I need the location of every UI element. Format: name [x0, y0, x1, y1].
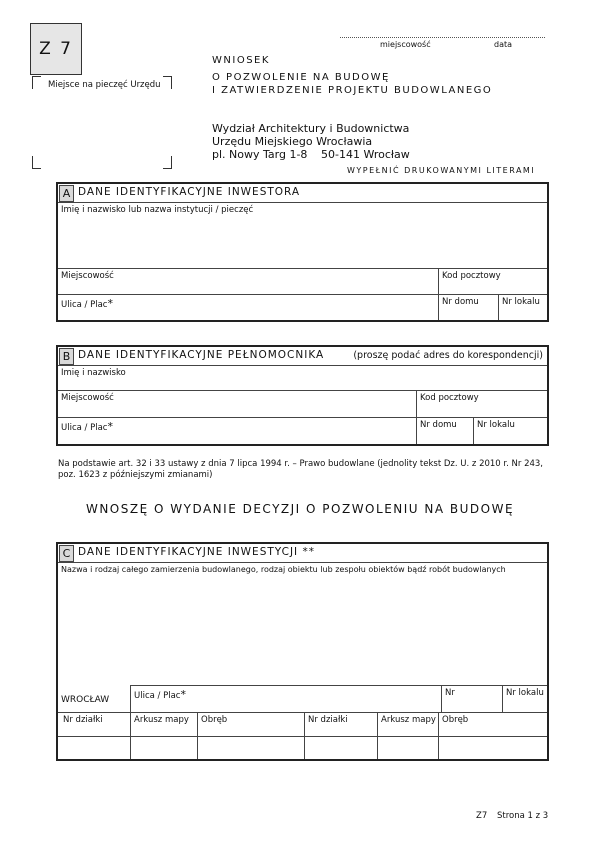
date-label: data	[494, 40, 513, 49]
investor-name-field[interactable]	[58, 214, 547, 268]
investment-nr-label: Nr	[445, 688, 455, 698]
investor-street-label	[61, 297, 113, 310]
plot-label-1: Nr działki	[63, 715, 103, 725]
investment-description-label: Nazwa i rodzaj całego zamierzenia budowlanego, rodzaj obiektu lub zespołu obiektów bądź robót budowlanych	[61, 565, 506, 574]
section-c-divider-1	[130, 685, 547, 686]
request-heading: WNOSZĘ O WYDANIE DECYZJI O POZWOLENIU NA BUDOWĘ	[85, 502, 515, 516]
section-b-header	[58, 347, 547, 366]
section-c	[56, 542, 549, 761]
section-a-letter: A	[59, 185, 74, 202]
place-label: miejscowość	[380, 40, 431, 49]
title-line-3: I ZATWIERDZENIE PROJEKTU BUDOWLANEGO	[212, 85, 493, 96]
section-c-vline-2	[441, 685, 442, 712]
sheet-label-2: Arkusz mapy	[381, 715, 436, 725]
legal-basis-line-2: poz. 1623 z późniejszymi zmianami)	[58, 470, 213, 480]
investment-flat-label: Nr lokalu	[506, 688, 544, 698]
stamp-corner-bottom-right	[163, 156, 172, 169]
title-line-1: WNIOSEK	[212, 55, 270, 66]
stamp-corner-top-left	[32, 76, 41, 89]
place-date-line[interactable]	[340, 37, 545, 38]
section-c-letter: C	[59, 545, 74, 562]
investor-flat-label: Nr lokalu	[502, 297, 540, 307]
investor-city-label: Miejscowość	[61, 271, 114, 281]
attorney-city-label: Miejscowość	[61, 393, 114, 403]
section-a	[56, 182, 549, 322]
investment-street-label	[134, 688, 186, 701]
investor-postal-label: Kod pocztowy	[442, 271, 501, 281]
title-line-2: O POZWOLENIE NA BUDOWĘ	[212, 72, 390, 83]
address-line-2: Urzędu Miejskiego Wrocławia	[212, 135, 373, 148]
investment-street-mark: *	[180, 688, 186, 701]
precinct-label-2: Obręb	[442, 715, 469, 725]
attorney-street-text: Ulica / Plac	[61, 423, 108, 433]
address-city: 50-141 Wrocław	[321, 148, 410, 161]
fill-instruction: WYPEŁNIĆ DRUKOWANYMI LITERAMI	[347, 166, 536, 175]
section-a-title: DANE IDENTYFIKACYJNE INWESTORA	[78, 186, 301, 198]
section-b-title: DANE IDENTYFIKACYJNE PEŁNOMOCNIKA	[78, 349, 325, 361]
stamp-corner-top-right	[163, 76, 172, 89]
attorney-name-label: Imię i nazwisko	[61, 368, 126, 378]
section-c-divider-2	[58, 712, 547, 713]
legal-basis-line-1: Na podstawie art. 32 i 33 ustawy z dnia 7 lipca 1994 r. – Prawo budowlane (jednolity tekst Dz. U. z 2010 r. Nr 243,	[58, 459, 544, 469]
section-c-title: DANE IDENTYFIKACYJNE INWESTYCJI **	[78, 546, 315, 558]
section-c-divider-3	[58, 736, 547, 737]
section-b-vline-2	[473, 417, 474, 444]
section-b-letter: B	[59, 348, 74, 365]
address-street: pl. Nowy Targ 1-8	[212, 148, 308, 161]
section-a-divider-1	[58, 268, 547, 269]
investment-city-value: WROCŁAW	[61, 695, 110, 705]
footer-code: Z7	[476, 811, 488, 821]
section-c-vline-3	[502, 685, 503, 712]
attorney-flat-label: Nr lokalu	[477, 420, 515, 430]
section-a-header	[58, 184, 547, 203]
investor-name-label: Imię i nazwisko lub nazwa instytucji / pieczęć	[61, 205, 254, 215]
investment-street-text: Ulica / Plac	[134, 691, 181, 701]
form-code-box	[30, 23, 82, 75]
section-c-header	[58, 544, 547, 563]
investor-street-mark: *	[107, 297, 113, 310]
stamp-corner-bottom-left	[32, 156, 41, 169]
section-b-divider-1	[58, 390, 547, 391]
investor-street-text: Ulica / Plac	[61, 300, 108, 310]
section-b-note: (proszę podać adres do korespondencji)	[353, 350, 543, 361]
stamp-label: Miejsce na pieczęć Urzędu	[48, 80, 161, 90]
attorney-street-label	[61, 420, 113, 433]
form-code: Z 7	[39, 39, 73, 59]
sheet-label-1: Arkusz mapy	[134, 715, 189, 725]
section-a-vline-2	[498, 294, 499, 320]
section-b	[56, 345, 549, 446]
attorney-postal-label: Kod pocztowy	[420, 393, 479, 403]
attorney-street-mark: *	[107, 420, 113, 433]
plot-label-2: Nr działki	[308, 715, 348, 725]
precinct-label-1: Obręb	[201, 715, 228, 725]
attorney-house-label: Nr domu	[420, 420, 457, 430]
section-a-divider-2	[58, 294, 547, 295]
section-c-vline-1	[130, 685, 131, 759]
address-line-1: Wydział Architektury i Budownictwa	[212, 122, 410, 135]
footer-page: Strona 1 z 3	[497, 811, 549, 821]
investor-house-label: Nr domu	[442, 297, 479, 307]
